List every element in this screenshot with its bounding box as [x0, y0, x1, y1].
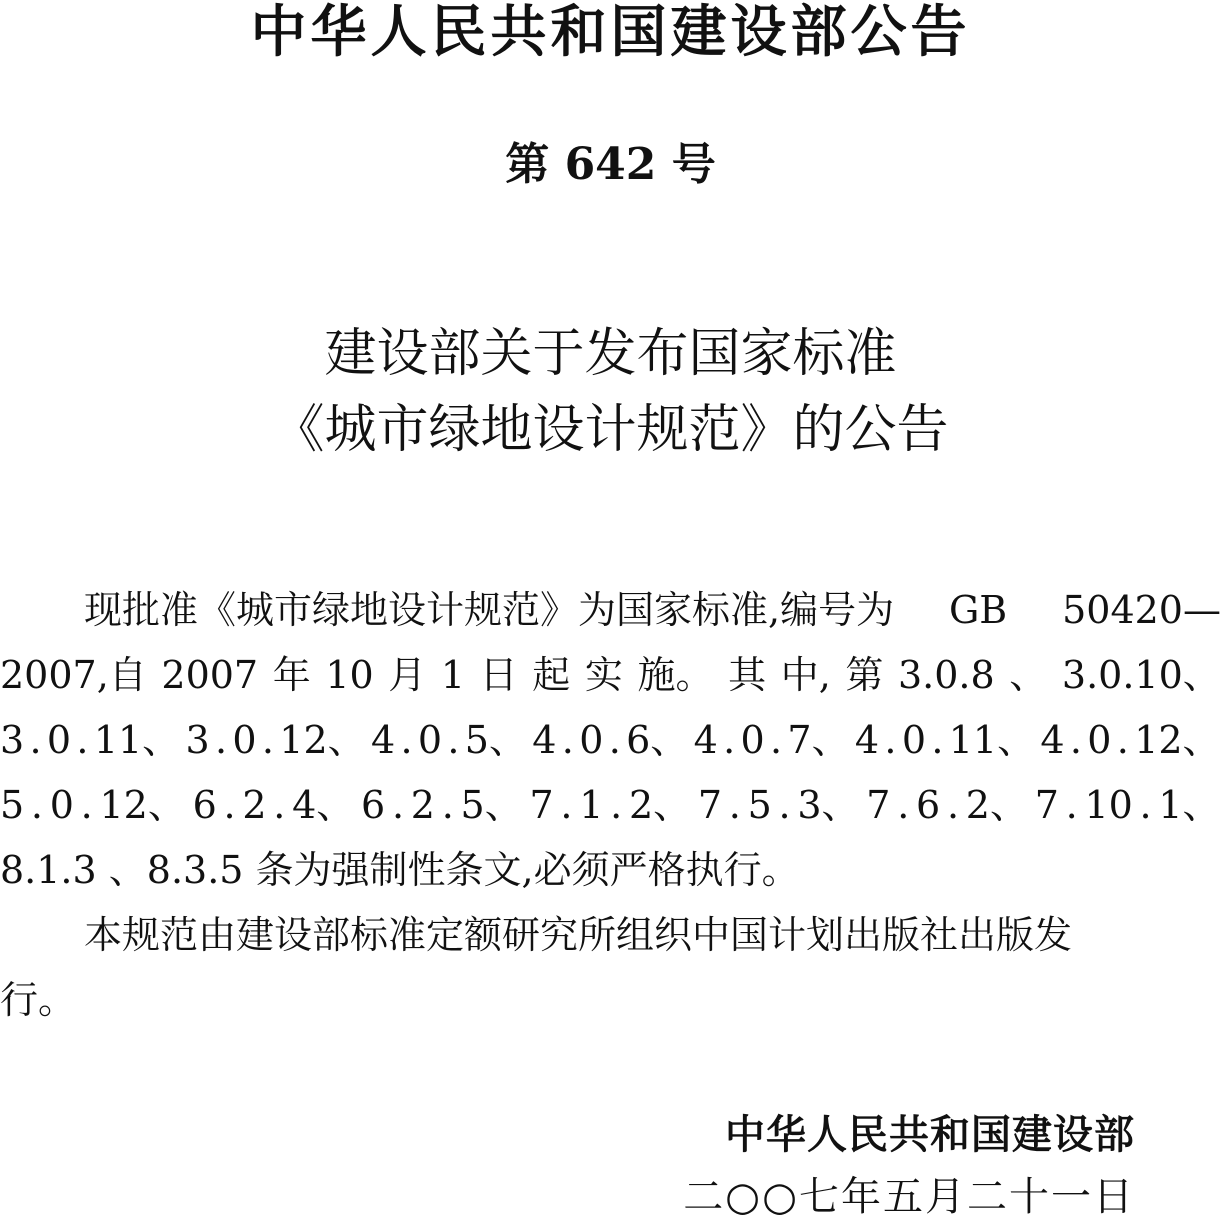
body-text-segment: 6	[916, 783, 941, 827]
body-text-segment: 4	[854, 718, 880, 762]
body-text-segment: .	[560, 783, 573, 827]
body-text-segment: 4	[693, 718, 718, 762]
body-text-segment: 月	[388, 653, 427, 697]
body-text-segment: .	[441, 783, 454, 827]
body-text-segment: .	[728, 783, 741, 827]
body-text-segment: 0	[1087, 718, 1112, 762]
body-line	[0, 838, 1221, 903]
body-line	[0, 578, 1221, 643]
body-text-segment: 3.0.10、	[1061, 653, 1221, 697]
body-text-segment: .	[1116, 718, 1129, 762]
body-line	[0, 968, 1221, 1033]
body-text-segment: 行。	[0, 978, 77, 1022]
body-text-segment: 6	[361, 783, 386, 827]
announcement-body	[0, 578, 1221, 1033]
body-text-segment: 3、	[797, 783, 860, 827]
body-text-segment: 3.0.8	[898, 653, 995, 697]
body-text-segment: 11、	[93, 718, 181, 762]
body-text-segment: 0	[46, 718, 72, 762]
body-text-segment: 12、	[99, 783, 186, 827]
body-text-segment: .	[223, 783, 236, 827]
body-text-segment: 12、	[1134, 718, 1221, 762]
body-text-segment: 2	[242, 783, 267, 827]
body-text-segment: .	[561, 718, 574, 762]
body-text-segment: .	[778, 783, 791, 827]
body-text-segment: .	[884, 718, 897, 762]
body-text-segment: .	[261, 718, 274, 762]
body-text-segment: 0	[901, 718, 926, 762]
body-text-segment: 0	[49, 783, 74, 827]
body-text-segment: 施。	[637, 653, 714, 697]
body-text-segment: 2、	[628, 783, 692, 827]
body-text-segment: .	[946, 783, 960, 827]
body-text-segment: 6	[192, 783, 217, 827]
body-text-segment: .	[391, 783, 405, 827]
issuing-authority: 中华人民共和国建设部	[725, 1112, 1135, 1158]
body-text-segment: 中,	[780, 653, 831, 697]
body-text-segment: 10	[1084, 783, 1133, 827]
body-text-segment: 5	[0, 783, 25, 827]
body-text-segment: 、	[1009, 653, 1048, 697]
body-text-segment: 7	[1034, 783, 1059, 827]
body-text-segment: 1、	[1158, 783, 1221, 827]
body-text-segment: 4	[1040, 718, 1065, 762]
announcement-subject	[0, 316, 1221, 468]
body-text-segment: 5、	[460, 783, 523, 827]
body-line	[0, 773, 1221, 838]
body-text-segment: 日	[479, 653, 518, 697]
body-text-segment: 实	[584, 653, 623, 697]
body-text-segment: .	[608, 718, 621, 762]
body-text-segment: 2007,自	[0, 653, 147, 697]
body-text-segment: 11、	[948, 718, 1036, 762]
body-text-segment: 5	[747, 783, 772, 827]
body-text-segment: 12、	[279, 718, 366, 762]
body-text-segment: 6、	[626, 718, 689, 762]
body-text-segment: .	[931, 718, 944, 762]
subject-line-2: 《城市绿地设计规范》的公告	[272, 400, 949, 460]
body-text-segment: 0	[579, 718, 604, 762]
body-text-segment: 4	[370, 718, 396, 762]
body-text-segment: 7	[866, 783, 891, 827]
body-text-segment: 4、	[292, 783, 355, 827]
body-text-segment: 3	[0, 718, 25, 762]
body-text-segment: 7、	[787, 718, 850, 762]
body-text-segment: 50420—	[1062, 588, 1221, 632]
body-text-segment: .	[610, 783, 623, 827]
body-text-segment: 3	[185, 718, 210, 762]
body-text-segment: 起	[532, 653, 571, 697]
body-text-segment: .	[273, 783, 286, 827]
body-line	[0, 903, 1221, 968]
body-text-segment: 第	[845, 653, 884, 697]
announcement-header-title: 中华人民共和国建设部公告	[250, 0, 971, 65]
body-text-segment: 4	[532, 718, 557, 762]
subject-line-1: 建设部关于发布国家标准	[324, 324, 897, 384]
body-text-segment: .	[80, 783, 93, 827]
body-text-segment: 0	[417, 718, 443, 762]
body-text-segment: .	[770, 718, 783, 762]
body-text-segment: 2、	[965, 783, 1028, 827]
body-line	[0, 643, 1221, 708]
body-text-segment: .	[897, 783, 910, 827]
document-number: 第 642 号	[505, 139, 716, 190]
body-text-segment: .	[1069, 718, 1082, 762]
body-text-segment: 2007	[161, 653, 259, 697]
body-text-segment: .	[214, 718, 228, 762]
body-text-segment: 0	[740, 718, 765, 762]
body-text-segment: 10	[325, 653, 374, 697]
body-text-segment: GB	[948, 588, 1008, 632]
body-text-segment: 1	[440, 653, 466, 697]
body-text-segment: 本规范由建设部标准定额研究所组织中国计划出版社出版发	[84, 913, 1073, 957]
issue-date: 二○○七年五月二十一日	[683, 1174, 1135, 1220]
body-text-segment: 0	[232, 718, 257, 762]
body-text-segment: .	[723, 718, 736, 762]
body-text-segment: .	[76, 718, 89, 762]
paragraph-2	[0, 903, 1221, 1033]
body-text-segment: .	[29, 718, 42, 762]
body-text-segment: .	[30, 783, 44, 827]
body-text-segment: .	[1139, 783, 1152, 827]
paragraph-1	[0, 578, 1221, 903]
body-text-segment: 现批准《城市绿地设计规范》为国家标准,编号为	[84, 588, 895, 632]
body-text-segment: 8.1.3 、8.3.5 条为强制性条文,必须严格执行。	[0, 848, 800, 892]
body-text-segment: 7	[697, 783, 723, 827]
body-text-segment: 其	[728, 653, 767, 697]
body-text-segment: .	[1065, 783, 1078, 827]
body-text-segment: .	[400, 718, 413, 762]
body-text-segment: 年	[272, 653, 311, 697]
body-text-segment: 5、	[464, 718, 527, 762]
body-text-segment: 7	[529, 783, 554, 827]
body-text-segment: 1	[579, 783, 604, 827]
body-text-segment: .	[447, 718, 460, 762]
body-line	[0, 708, 1221, 773]
body-text-segment: 2	[410, 783, 435, 827]
